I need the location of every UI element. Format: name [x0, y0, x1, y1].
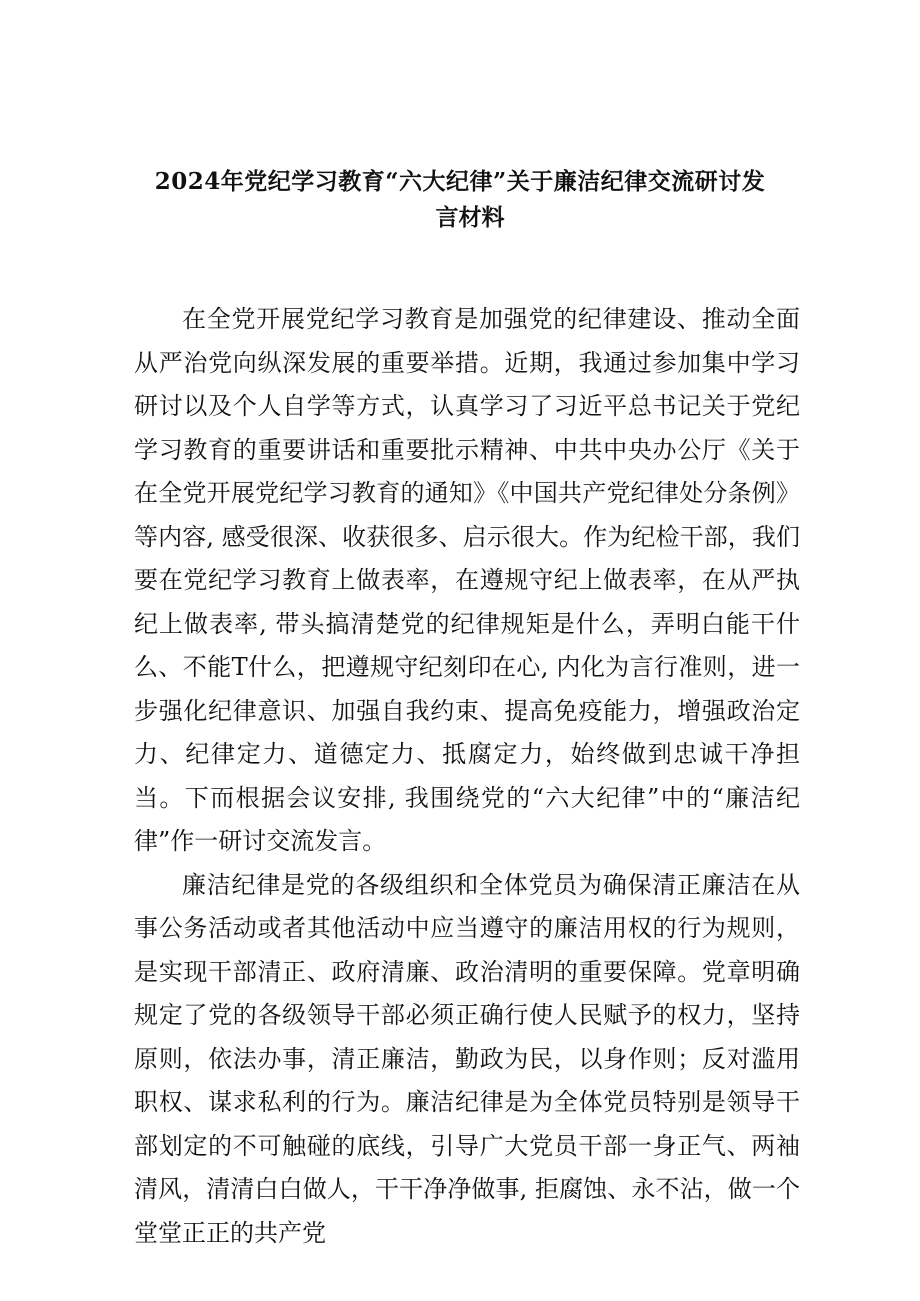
document-body	[134, 298, 800, 1255]
paragraph-1: 在全党开展党纪学习教育是加强党的纪律建设、推动全面从严治党向纵深发展的重要举措。近期，我通过参加集中学习研讨以及个人自学等方式，认真学习了习近平总书记关于党纪学习教育的重要讲话和重要批示精神、中共中央办公厅《关于在全党开展党纪学习教育的通知》《中国共产党纪律处分条例》等内容, 感受很深、收获很多、启示很大。作为纪检干部，我们要在党纪学习教育上做表率，在遵规守纪上做表率，在从严执纪上做表率, 带头搞清楚党的纪律规矩是什么，弄明白能干什么、不能T什么，把遵规守纪刻印在心, 内化为言行准则，进一步强化纪律意识、加强自我约束、提高免疫能力，增强政治定力、纪律定力、道德定力、抵腐定力，始终做到忠诚干净担当。下而根据会议安排, 我围绕党的“六大纪律”中的“廉洁纪律”作一研讨交流发言。	[134, 305, 800, 855]
title-line-1: 2024年党纪学习教育“六大纪律”关于廉洁纪律交流研讨发	[154, 168, 766, 195]
title-line-2: 言材料	[435, 204, 505, 231]
paragraph-2: 廉洁纪律是党的各级组织和全体党员为确保清正廉洁在从事公务活动或者其他活动中应当遵守的廉洁用权的行为规则，是实现干部清正、政府清廉、政治清明的重要保障。党章明确规定了党的各级领导干部必须正确行使人民赋予的权力，坚持原则，依法办事，清正廉洁，勤政为民，以身作则；反对滥用职权、谋求私利的行为。廉洁纪律是为全体党员特别是领导干部划定的不可触碰的底线，引导广大党员干部一身正气、两袖清风，清清白白做人，干干净净做事, 拒腐蚀、永不沾，做一个堂堂正正的共产党	[134, 870, 800, 1247]
document-title	[130, 164, 790, 236]
